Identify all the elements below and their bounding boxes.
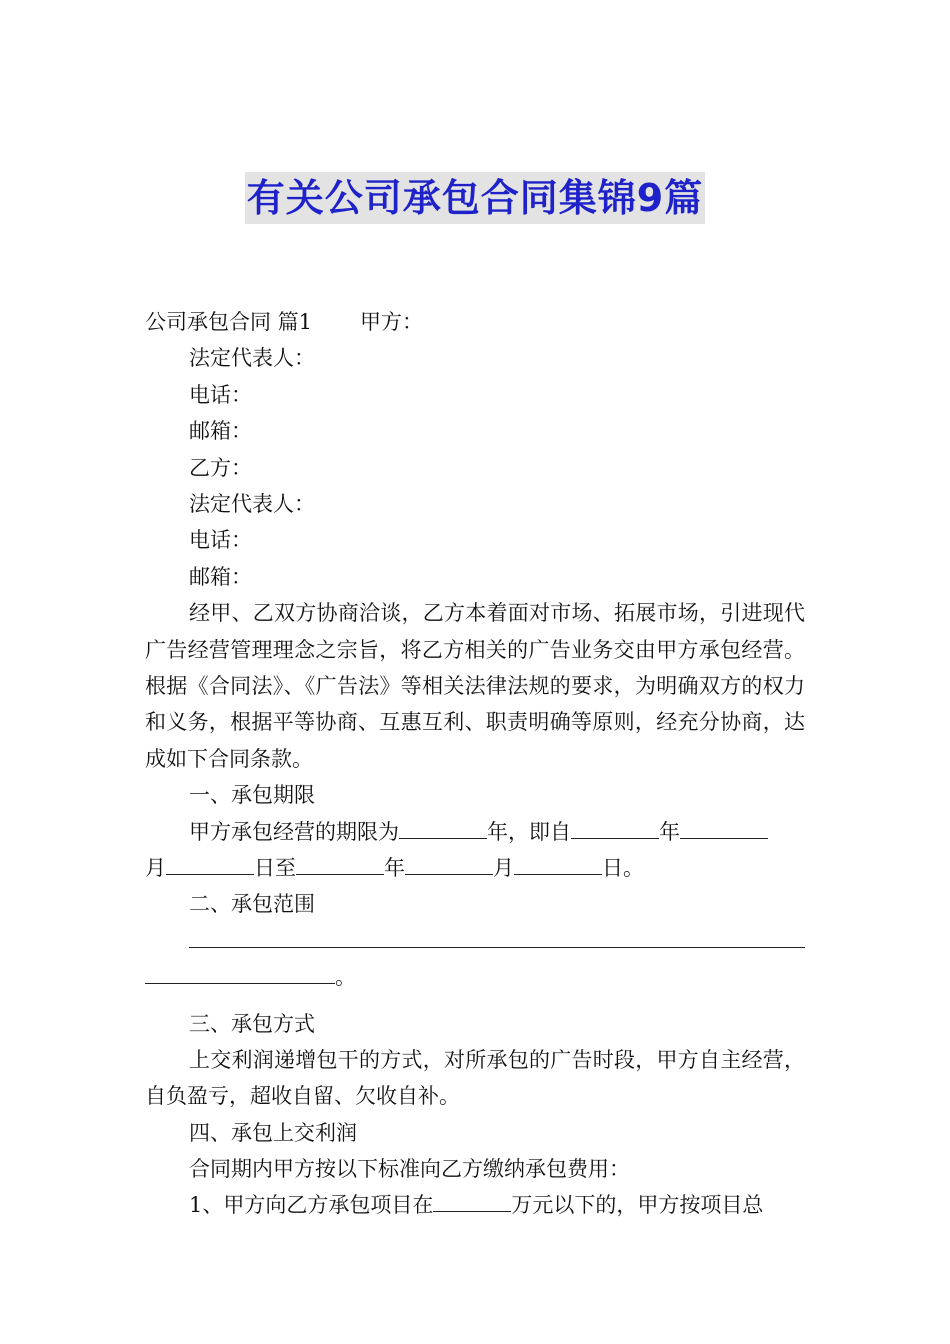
term-heading: 一、承包期限 [189,783,315,808]
party-a-mail: 邮箱： [189,419,252,444]
profit-item-1 [145,1187,805,1223]
term-text: 甲方承包经营的期限为 [189,819,399,844]
blank-end-month [405,852,493,875]
blank-start-month [680,816,768,839]
term-text: 日。 [602,855,644,880]
intro-paragraph: 经甲、乙双方协商洽谈，乙方本着面对市场、拓展市场，引进现代广告经营管理理念之宗旨，将乙方相关的广告业务交由甲方承包经营。根据《合同法》、《广告法》等相关法律法规的要求，为明确双方的权力和义务，根据平等协商、互惠互利、职责明确等原则，经充分协商，达成如下合同条款。 [145,601,805,771]
party-a-phone: 电话： [189,382,252,407]
method-paragraph: 上交利润递增包干的方式，对所承包的广告时段，甲方自主经营，自负盈亏，超收自留、欠收自补。 [145,1047,805,1109]
term-text: 年，即自 [487,819,571,844]
profit-intro: 合同期内甲方按以下标准向乙方缴纳承包费用： [189,1157,630,1182]
party-b-mail: 邮箱： [189,564,252,589]
section-heading: 公司承包合同 篇1 [145,310,313,334]
blank-scope-cont [145,961,335,984]
document-title: 有关公司承包合同集锦9篇 [245,172,705,224]
party-b-label: 乙方： [189,455,252,480]
blank-amount [433,1189,511,1212]
party-b-rep: 法定代表人： [189,491,315,516]
term-text: 月 [493,855,514,880]
party-a-rep: 法定代表人： [189,346,315,371]
term-text: 月 [145,855,166,880]
blank-start-year [571,816,659,839]
profit-heading: 四、承包上交利润 [189,1120,357,1145]
party-b-phone: 电话： [189,528,252,553]
term-text: 年 [659,819,680,844]
method-heading: 三、承包方式 [189,1011,315,1036]
document-body [145,304,805,1224]
term-text: 日至 [254,855,296,880]
party-a-label: 甲方： [360,310,424,334]
section-heading-line [145,304,805,340]
blank-scope [189,925,805,948]
scope-line-2 [145,959,805,995]
term-line-1 [145,814,805,850]
scope-heading: 二、承包范围 [189,892,315,917]
blank-end-year [296,852,384,875]
term-line-2 [145,850,805,886]
scope-line-1 [145,923,805,959]
term-text: 年 [384,855,405,880]
profit-item-text: 1、甲方向乙方承包项目在 [189,1193,434,1218]
scope-end: 。 [335,965,356,990]
blank-start-day [166,852,254,875]
document-title-wrap [0,172,950,224]
profit-item-text: 万元以下的，甲方按项目总 [511,1193,764,1218]
blank-years [399,816,487,839]
blank-end-day [514,852,602,875]
